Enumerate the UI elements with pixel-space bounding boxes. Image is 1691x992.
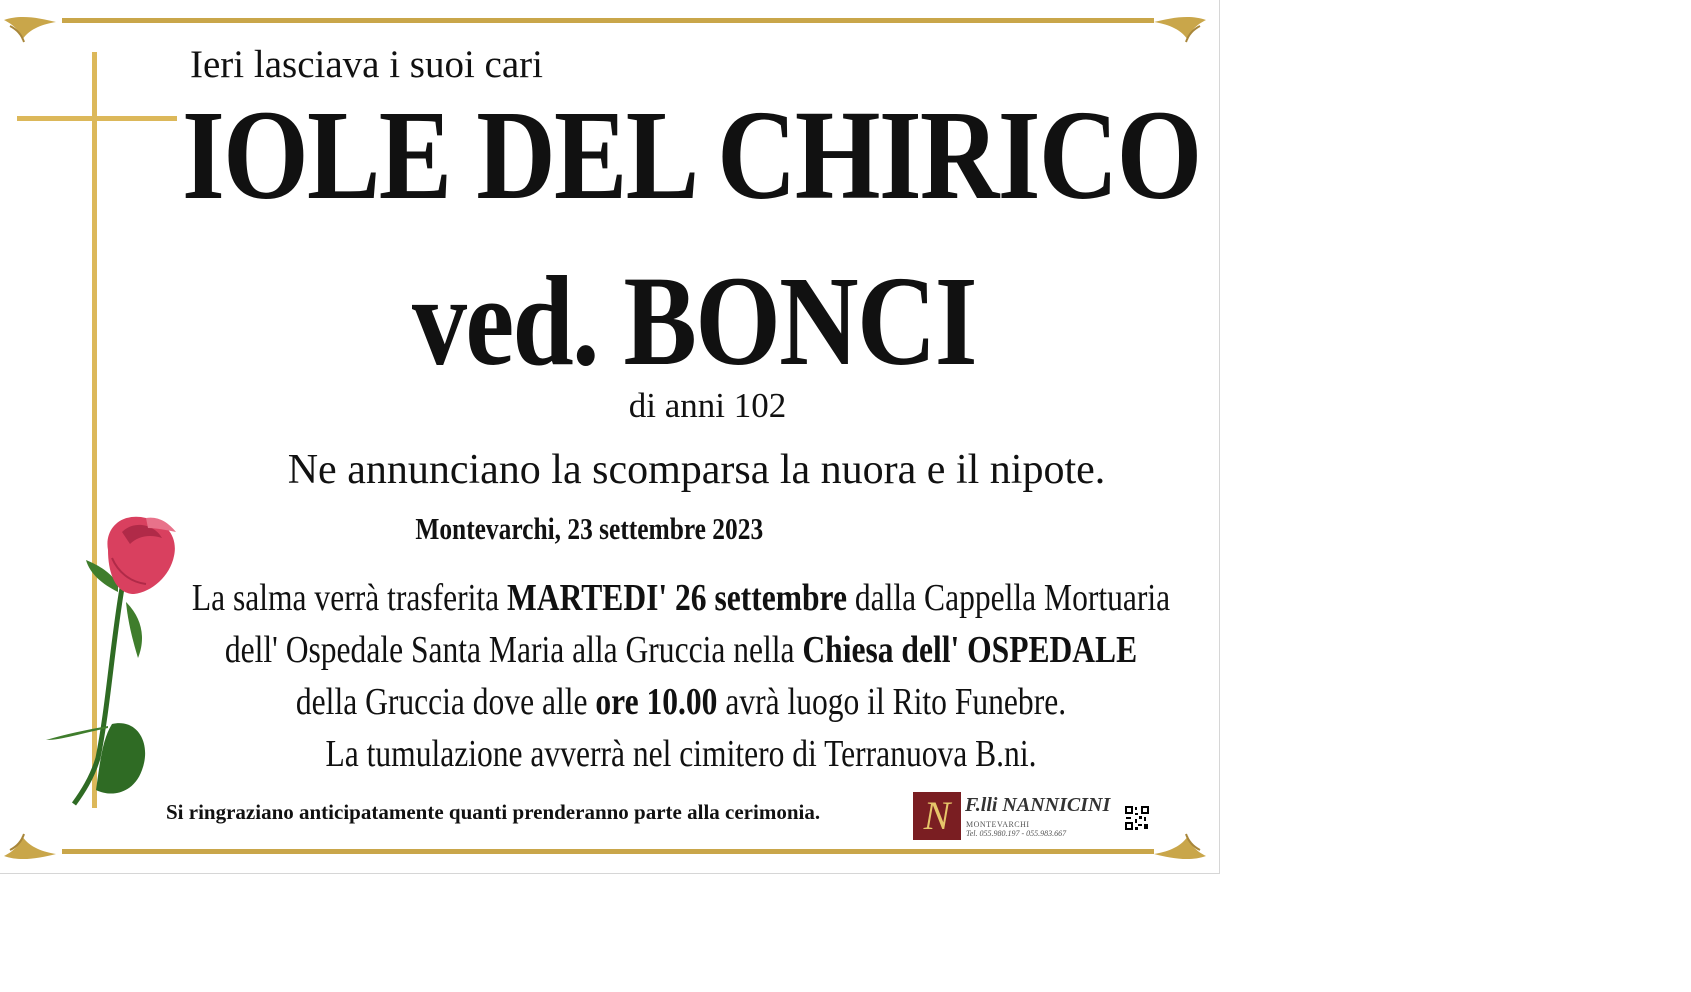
- details-line-1: [116, 572, 1246, 624]
- funeral-home-logo: N: [913, 792, 961, 840]
- top-border-line: [62, 18, 1154, 23]
- funeral-home-city: MONTEVARCHI: [966, 820, 1030, 829]
- place-date: Montevarchi, 23 settembre 2023: [415, 511, 763, 546]
- funeral-time: ore 10.00: [595, 681, 718, 723]
- details-line-4: La tumulazione avverrà nel cimitero di Terranuova B.ni.: [325, 733, 1037, 775]
- details-text: avrà luogo il Rito Funebre.: [717, 681, 1067, 723]
- church-name: Chiesa dell' OSPEDALE: [802, 629, 1138, 671]
- deceased-married-name: ved. BONCI: [412, 250, 976, 392]
- cross-arm: [17, 116, 177, 121]
- bottom-border-line: [62, 849, 1154, 854]
- corner-ornament-icon: [0, 828, 62, 864]
- funeral-home-phone: Tel. 055.980.197 - 055.983.667: [966, 829, 1067, 838]
- corner-ornament-icon: [1148, 12, 1210, 48]
- details-text: dell' Ospedale Santa Maria alla Gruccia nella: [224, 629, 803, 671]
- corner-ornament-icon: [0, 12, 62, 48]
- funeral-details: [0, 572, 1362, 780]
- thanks-text: Si ringraziano anticipatamente quanti prenderanno parte alla cerimonia.: [166, 800, 821, 824]
- funeral-home-name: F.lli NANNICINI: [965, 794, 1111, 816]
- corner-ornament-icon: [1148, 828, 1210, 864]
- qr-code-icon[interactable]: [1124, 805, 1150, 831]
- deceased-name: IOLE DEL CHIRICO: [182, 84, 1201, 226]
- details-text: della Gruccia dove alle: [295, 681, 596, 723]
- details-line-3: [116, 676, 1246, 728]
- funeral-date: MARTEDI' 26 settembre: [507, 577, 847, 619]
- announcement-text: Ne annunciano la scomparsa la nuora e il nipote.: [287, 447, 1106, 493]
- details-text: La salma verrà trasferita: [191, 577, 508, 619]
- intro-text: Ieri lasciava i suoi cari: [190, 43, 543, 86]
- details-text: dalla Cappella Mortuaria: [846, 577, 1171, 619]
- age-text: di anni 102: [628, 386, 787, 425]
- details-line-2: [116, 624, 1246, 676]
